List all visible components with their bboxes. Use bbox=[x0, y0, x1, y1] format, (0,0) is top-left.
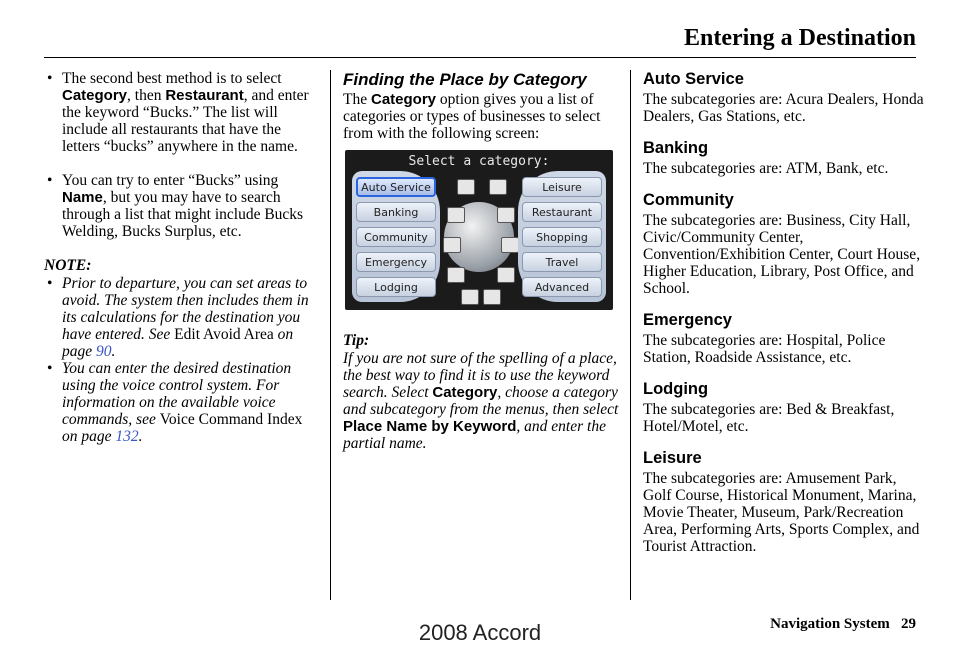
footer-system-label: Navigation System bbox=[770, 616, 890, 632]
emergency-icon bbox=[447, 267, 465, 283]
leisure-icon bbox=[489, 179, 507, 195]
section-text: The subcategories are: ATM, Bank, etc. bbox=[643, 160, 889, 177]
screen-btn-emergency: Emergency bbox=[356, 252, 436, 272]
left-column bbox=[44, 70, 316, 445]
section-heading: Banking bbox=[643, 139, 709, 157]
restaurant-term: Restaurant bbox=[165, 87, 244, 104]
xref-text: Edit Avoid Area bbox=[174, 326, 274, 343]
intro-paragraph: The Category option gives you a list of categories or types of businesses to select from with the following screen: bbox=[343, 91, 601, 142]
screen-btn-advanced: Advanced bbox=[522, 277, 602, 297]
screen-btn-community: Community bbox=[356, 227, 436, 247]
category-icon-wheel bbox=[437, 171, 521, 302]
list-item: • You can try to enter “Bucks” using Name, but you may have to search through a list that might include Bucks Welding, Bucks Surplus, etc. bbox=[44, 172, 316, 240]
screen-btn-lodging: Lodging bbox=[356, 277, 436, 297]
tip-label: Tip: bbox=[343, 332, 370, 349]
category-term: Category bbox=[370, 91, 437, 108]
screen-btn-banking: Banking bbox=[356, 202, 436, 222]
note-item: • Prior to departure, you can set areas to avoid. The system then includes them in its calculations for the destination you have entered. See Edit Avoid Area on page 90. bbox=[44, 275, 316, 360]
xref-text: Voice Command Index bbox=[159, 411, 303, 428]
section-heading: Lodging bbox=[643, 380, 709, 398]
note-label: NOTE: bbox=[44, 257, 92, 274]
section-heading: Emergency bbox=[643, 311, 732, 329]
page-number: 29 bbox=[901, 616, 916, 632]
column-divider bbox=[330, 70, 331, 600]
section-heading: Finding the Place by Category bbox=[343, 70, 587, 89]
column-divider bbox=[630, 70, 631, 600]
page-title: Entering a Destination bbox=[683, 25, 916, 51]
right-column bbox=[643, 70, 925, 569]
restaurant-icon bbox=[497, 207, 515, 223]
section-heading: Community bbox=[643, 191, 734, 209]
right-button-panel bbox=[518, 171, 606, 302]
note-item: • You can enter the desired destination using the voice control system. For information on the available voice commands, see Voice Command Index on page 132. bbox=[44, 360, 316, 445]
screen-btn-travel: Travel bbox=[522, 252, 602, 272]
section-heading: Auto Service bbox=[643, 70, 744, 88]
list-item: • The second best method is to select Category, then Restaurant, and enter the keyword “Bucks.” The list will include all restaurants that have the letters “bucks” anywhere in the name. bbox=[44, 70, 316, 155]
page-link[interactable]: 132 bbox=[115, 428, 139, 445]
tip-paragraph: If you are not sure of the spelling of a place, the best way to find it is to use the keyword search. Select Category, choose a category and subcategory from the menus, then select Place Name by Keyword, and enter the partial name. bbox=[343, 350, 619, 452]
middle-column bbox=[343, 70, 623, 466]
left-button-panel bbox=[352, 171, 440, 302]
category-screen-image bbox=[345, 150, 613, 310]
watermark: 2008 Accord bbox=[418, 620, 542, 645]
page-link[interactable]: 90 bbox=[96, 343, 112, 360]
screen-btn-leisure: Leisure bbox=[522, 177, 602, 197]
screen-btn-shopping: Shopping bbox=[522, 227, 602, 247]
category-term: Category bbox=[432, 384, 498, 401]
section-heading: Leisure bbox=[643, 449, 702, 467]
name-term: Name bbox=[62, 189, 103, 206]
header-divider bbox=[44, 57, 916, 58]
screen-btn-restaurant: Restaurant bbox=[522, 202, 602, 222]
section-text: The subcategories are: Bed & Breakfast, Hotel/Motel, etc. bbox=[643, 401, 895, 435]
screen-btn-auto-service: Auto Service bbox=[356, 177, 436, 197]
auto-service-icon bbox=[457, 179, 475, 195]
banking-icon bbox=[447, 207, 465, 223]
section-text: The subcategories are: Acura Dealers, Honda Dealers, Gas Stations, etc. bbox=[643, 91, 924, 125]
place-name-keyword-term: Place Name by Keyword bbox=[343, 418, 517, 435]
screen-title: Select a category: bbox=[408, 154, 550, 169]
shopping-icon bbox=[501, 237, 519, 253]
advanced-icon bbox=[483, 289, 501, 305]
travel-icon bbox=[497, 267, 515, 283]
section-text: The subcategories are: Amusement Park, Golf Course, Historical Monument, Marina, Movie Theater, Museum, Park/Recreation Area, Performing Arts, Sports Complex, and Tourist Attraction. bbox=[643, 470, 920, 555]
category-term: Category bbox=[62, 87, 128, 104]
section-text: The subcategories are: Business, City Hall, Civic/Community Center, Convention/Exhibition Center, Court House, Higher Education, Library, Post Office, and School. bbox=[643, 212, 921, 297]
community-icon bbox=[443, 237, 461, 253]
lodging-icon bbox=[461, 289, 479, 305]
section-text: The subcategories are: Hospital, Police Station, Roadside Assistance, etc. bbox=[643, 332, 886, 366]
